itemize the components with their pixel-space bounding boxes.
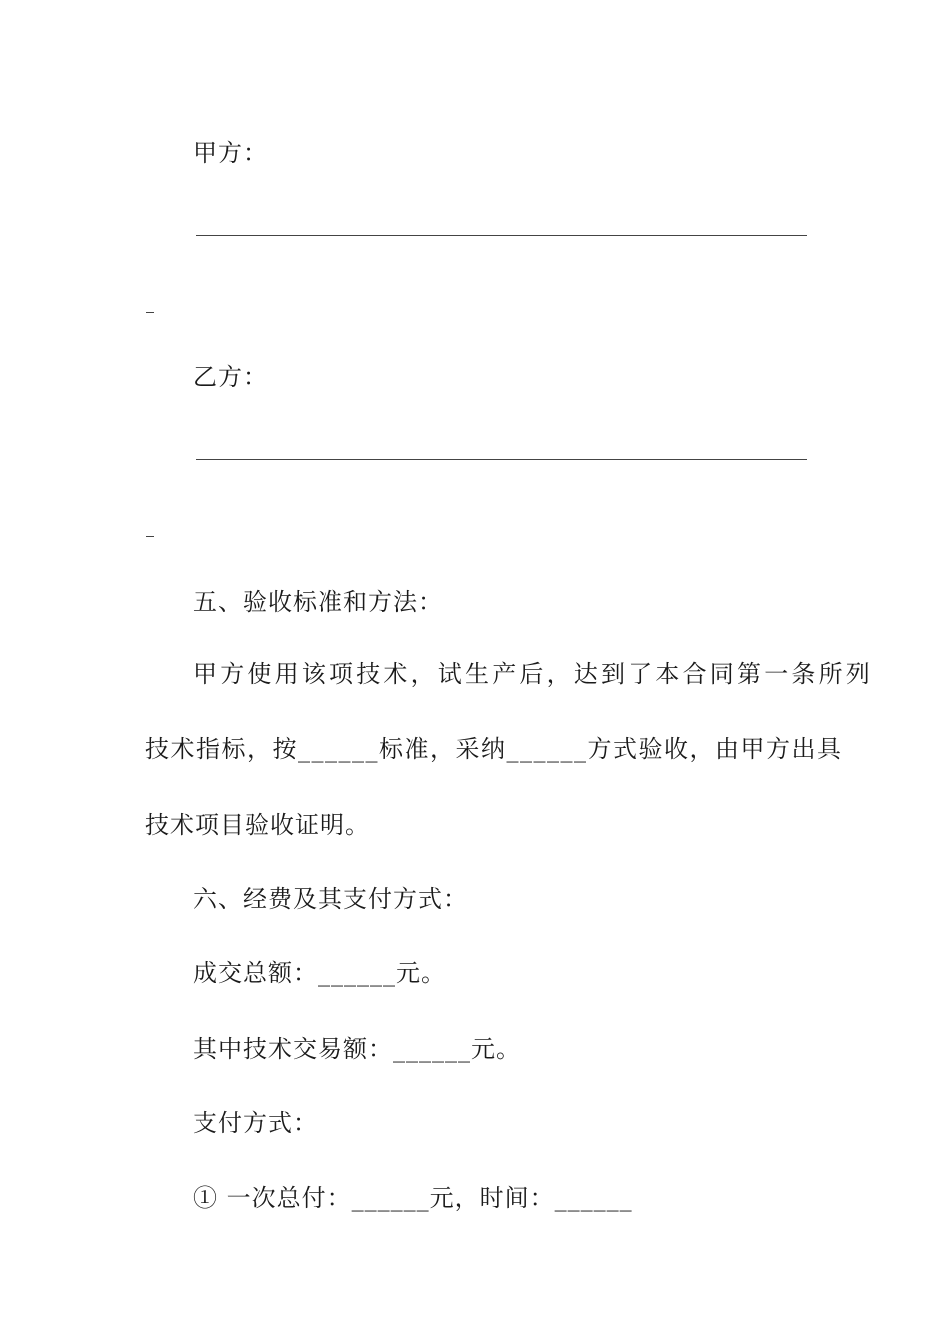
party-b-tail-mark <box>146 536 154 537</box>
section5-line2-text: 技术指标，按______标准，采纳______方式验收，由甲方出具 <box>145 735 843 763</box>
payment-method-label: 支付方式： <box>193 1109 318 1137</box>
total-amount-line: 成交总额：______元。 <box>193 959 446 987</box>
section5-line3-text: 技术项目验收证明。 <box>145 811 370 839</box>
party-b-label: 乙方： <box>193 363 268 391</box>
section5-heading: 五、验收标准和方法： <box>193 588 443 616</box>
tech-amount-line: 其中技术交易额：______元。 <box>193 1035 521 1063</box>
section5-paragraph-line1 <box>193 659 873 689</box>
section5-line1-text: 甲方使用该项技术，试生产后，达到了本合同第一条所列 <box>193 660 873 688</box>
party-b-fill-line <box>196 459 807 460</box>
party-a-tail-mark <box>146 312 154 313</box>
section6-heading: 六、经费及其支付方式： <box>193 885 468 913</box>
payment-option-1: ① 一次总付：______元，时间：______ <box>193 1184 633 1212</box>
party-a-label: 甲方： <box>193 139 268 167</box>
party-a-fill-line <box>196 235 807 236</box>
